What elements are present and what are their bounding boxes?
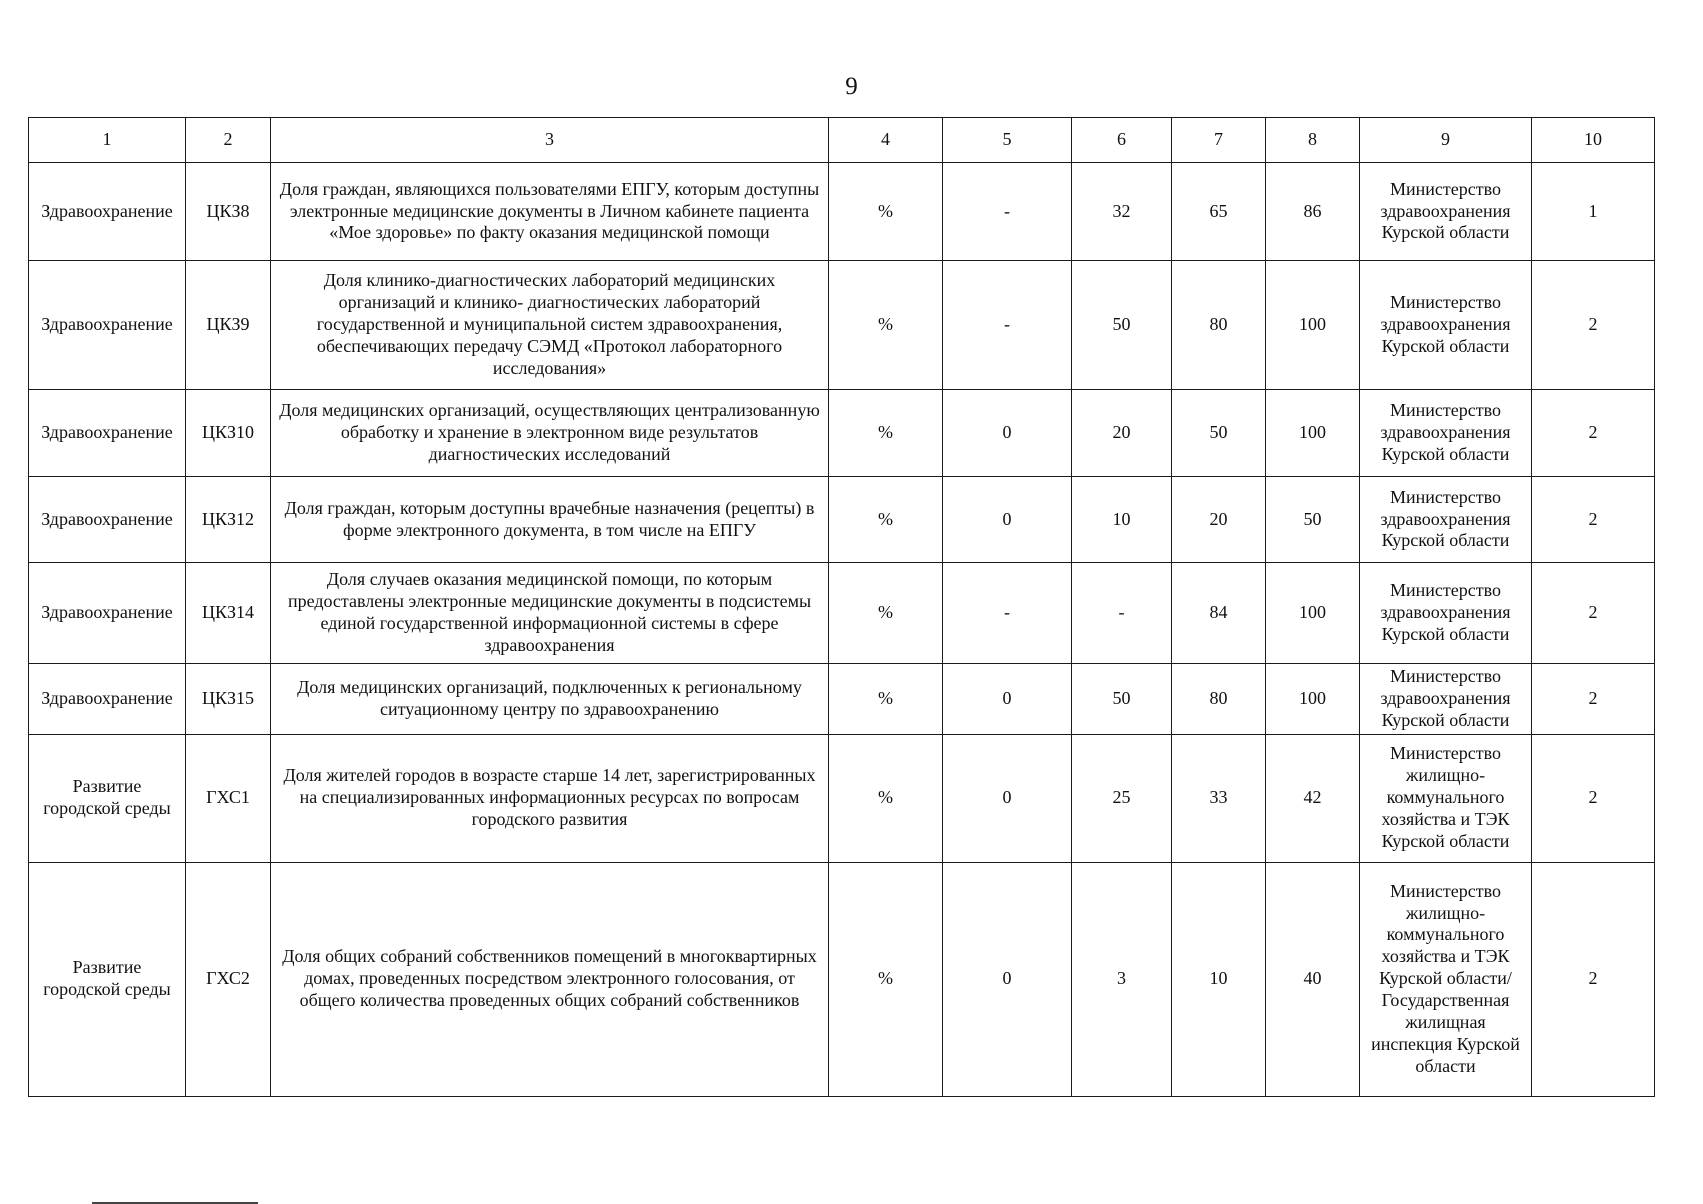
ministry-cell: Министерство жилищно-коммунального хозяйства и ТЭК Курской области (1360, 734, 1532, 862)
sphere-cell: Здравоохранение (29, 261, 186, 390)
value-cell: 50 (1172, 390, 1266, 477)
sphere-cell: Здравоохранение (29, 477, 186, 563)
value-cell: 0 (943, 390, 1072, 477)
value-cell: - (943, 163, 1072, 261)
header-cell: 2 (186, 118, 271, 163)
header-cell: 1 (29, 118, 186, 163)
value-cell: - (943, 261, 1072, 390)
description-cell: Доля медицинских организаций, осуществляющих централизованную обработку и хранение в электронном виде результатов диагностических исследований (271, 390, 829, 477)
value-cell: 50 (1266, 477, 1360, 563)
description-cell: Доля медицинских организаций, подключенных к региональному ситуационному центру по здравоохранению (271, 664, 829, 735)
unit-cell: % (829, 477, 943, 563)
header-cell: 6 (1072, 118, 1172, 163)
unit-cell: % (829, 390, 943, 477)
value-cell: 100 (1266, 563, 1360, 664)
ministry-cell: Министерство здравоохранения Курской области (1360, 563, 1532, 664)
value-cell: 20 (1072, 390, 1172, 477)
value-cell: 2 (1532, 862, 1655, 1096)
value-cell: 84 (1172, 563, 1266, 664)
unit-cell: % (829, 563, 943, 664)
header-cell: 5 (943, 118, 1072, 163)
value-cell: - (1072, 563, 1172, 664)
value-cell: 32 (1072, 163, 1172, 261)
description-cell: Доля жителей городов в возрасте старше 14 лет, зарегистрированных на специализированных информационных ресурсах по вопросам городского развития (271, 734, 829, 862)
ministry-cell: Министерство здравоохранения Курской области (1360, 664, 1532, 735)
value-cell: 0 (943, 664, 1072, 735)
value-cell: 1 (1532, 163, 1655, 261)
description-cell: Доля граждан, которым доступны врачебные назначения (рецепты) в форме электронного документа, в том числе на ЕПГУ (271, 477, 829, 563)
description-cell: Доля клинико-диагностических лабораторий медицинских организаций и клинико- диагностических лабораторий государственной и муниципальной систем здравоохранения, обеспечивающих передачу СЭМД «Протокол лабораторного исследования» (271, 261, 829, 390)
ministry-cell: Министерство жилищно-коммунального хозяйства и ТЭК Курской области/Государственная жилищная инспекция Курской области (1360, 862, 1532, 1096)
ministry-cell: Министерство здравоохранения Курской области (1360, 477, 1532, 563)
header-cell: 4 (829, 118, 943, 163)
unit-cell: % (829, 163, 943, 261)
value-cell: 80 (1172, 664, 1266, 735)
value-cell: 0 (943, 862, 1072, 1096)
code-cell: ЦКЗ15 (186, 664, 271, 735)
value-cell: 2 (1532, 477, 1655, 563)
code-cell: ГХС2 (186, 862, 271, 1096)
value-cell: 100 (1266, 664, 1360, 735)
value-cell: 25 (1072, 734, 1172, 862)
value-cell: 40 (1266, 862, 1360, 1096)
table-row (29, 477, 1655, 563)
sphere-cell: Развитие городской среды (29, 862, 186, 1096)
header-cell: 10 (1532, 118, 1655, 163)
ministry-cell: Министерство здравоохранения Курской области (1360, 163, 1532, 261)
value-cell: 2 (1532, 261, 1655, 390)
value-cell: - (943, 563, 1072, 664)
value-cell: 0 (943, 477, 1072, 563)
header-cell: 7 (1172, 118, 1266, 163)
value-cell: 3 (1072, 862, 1172, 1096)
value-cell: 100 (1266, 261, 1360, 390)
ministry-cell: Министерство здравоохранения Курской области (1360, 261, 1532, 390)
code-cell: ЦКЗ9 (186, 261, 271, 390)
value-cell: 2 (1532, 664, 1655, 735)
value-cell: 65 (1172, 163, 1266, 261)
code-cell: ЦКЗ12 (186, 477, 271, 563)
sphere-cell: Здравоохранение (29, 563, 186, 664)
description-cell: Доля случаев оказания медицинской помощи, по которым предоставлены электронные медицинские документы в подсистемы единой государственной информационной системы в сфере здравоохранения (271, 563, 829, 664)
value-cell: 20 (1172, 477, 1266, 563)
value-cell: 50 (1072, 664, 1172, 735)
indicators-table (28, 117, 1655, 1097)
code-cell: ЦКЗ14 (186, 563, 271, 664)
header-cell: 8 (1266, 118, 1360, 163)
table-row (29, 163, 1655, 261)
header-cell: 3 (271, 118, 829, 163)
sphere-cell: Развитие городской среды (29, 734, 186, 862)
page-number: 9 (845, 73, 858, 100)
code-cell: ЦКЗ10 (186, 390, 271, 477)
description-cell: Доля общих собраний собственников помещений в многоквартирных домах, проведенных посредством электронного голосования, от общего количества проведенных общих собраний собственников (271, 862, 829, 1096)
value-cell: 2 (1532, 390, 1655, 477)
sphere-cell: Здравоохранение (29, 390, 186, 477)
unit-cell: % (829, 734, 943, 862)
value-cell: 42 (1266, 734, 1360, 862)
unit-cell: % (829, 261, 943, 390)
value-cell: 2 (1532, 734, 1655, 862)
header-cell: 9 (1360, 118, 1532, 163)
table-row (29, 261, 1655, 390)
code-cell: ЦКЗ8 (186, 163, 271, 261)
table-row (29, 563, 1655, 664)
unit-cell: % (829, 862, 943, 1096)
value-cell: 10 (1072, 477, 1172, 563)
sphere-cell: Здравоохранение (29, 664, 186, 735)
value-cell: 10 (1172, 862, 1266, 1096)
description-cell: Доля граждан, являющихся пользователями ЕПГУ, которым доступны электронные медицинские документы в Личном кабинете пациента «Мое здоровье» по факту оказания медицинской помощи (271, 163, 829, 261)
table-row (29, 862, 1655, 1096)
table-row (29, 734, 1655, 862)
sphere-cell: Здравоохранение (29, 163, 186, 261)
value-cell: 33 (1172, 734, 1266, 862)
value-cell: 2 (1532, 563, 1655, 664)
value-cell: 50 (1072, 261, 1172, 390)
value-cell: 80 (1172, 261, 1266, 390)
code-cell: ГХС1 (186, 734, 271, 862)
table-row (29, 664, 1655, 735)
value-cell: 100 (1266, 390, 1360, 477)
value-cell: 0 (943, 734, 1072, 862)
ministry-cell: Министерство здравоохранения Курской области (1360, 390, 1532, 477)
unit-cell: % (829, 664, 943, 735)
table-row (29, 390, 1655, 477)
value-cell: 86 (1266, 163, 1360, 261)
header-row (29, 118, 1655, 163)
